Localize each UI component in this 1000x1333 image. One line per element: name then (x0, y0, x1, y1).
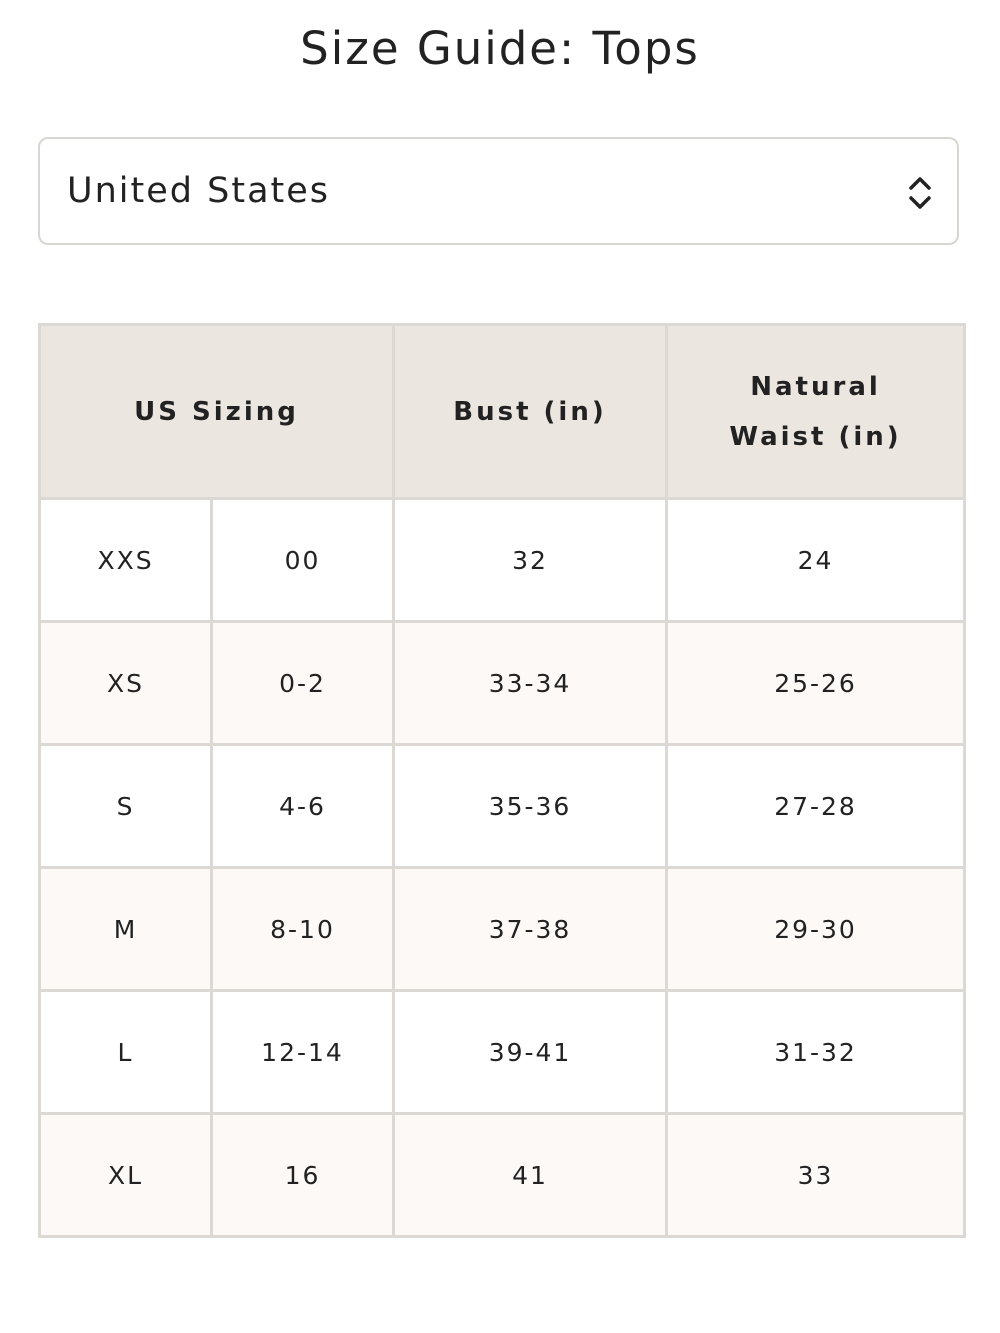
table-row (40, 622, 965, 745)
table-row (40, 991, 965, 1114)
cell-bust: 39-41 (394, 991, 667, 1114)
cell-size-letter: XS (40, 622, 212, 745)
table-row (40, 868, 965, 991)
cell-waist: 27-28 (667, 745, 965, 868)
table-header-row (40, 325, 965, 499)
country-select[interactable] (38, 137, 959, 245)
cell-size-number: 0-2 (212, 622, 394, 745)
cell-size-letter: S (40, 745, 212, 868)
country-select-value: United States (67, 171, 331, 211)
cell-size-number: 00 (212, 499, 394, 622)
header-bust: Bust (in) (394, 325, 667, 499)
chevron-up-down-icon (905, 175, 935, 211)
cell-bust: 33-34 (394, 622, 667, 745)
cell-waist: 33 (667, 1114, 965, 1237)
cell-size-number: 16 (212, 1114, 394, 1237)
header-us-sizing: US Sizing (40, 325, 394, 499)
cell-waist: 29-30 (667, 868, 965, 991)
cell-size-letter: XL (40, 1114, 212, 1237)
cell-bust: 32 (394, 499, 667, 622)
cell-bust: 37-38 (394, 868, 667, 991)
table-row (40, 1114, 965, 1237)
cell-size-letter: L (40, 991, 212, 1114)
cell-bust: 35-36 (394, 745, 667, 868)
cell-size-number: 4-6 (212, 745, 394, 868)
header-natural-waist-line1: Natural (750, 371, 881, 402)
cell-size-number: 8-10 (212, 868, 394, 991)
table-row (40, 499, 965, 622)
cell-bust: 41 (394, 1114, 667, 1237)
cell-waist: 24 (667, 499, 965, 622)
cell-size-letter: M (40, 868, 212, 991)
page-title: Size Guide: Tops (300, 22, 700, 75)
table-row (40, 745, 965, 868)
cell-waist: 25-26 (667, 622, 965, 745)
cell-size-letter: XXS (40, 499, 212, 622)
header-natural-waist (667, 325, 965, 499)
cell-size-number: 12-14 (212, 991, 394, 1114)
header-natural-waist-line2: Waist (in) (729, 421, 902, 452)
size-table (38, 323, 966, 1238)
cell-waist: 31-32 (667, 991, 965, 1114)
